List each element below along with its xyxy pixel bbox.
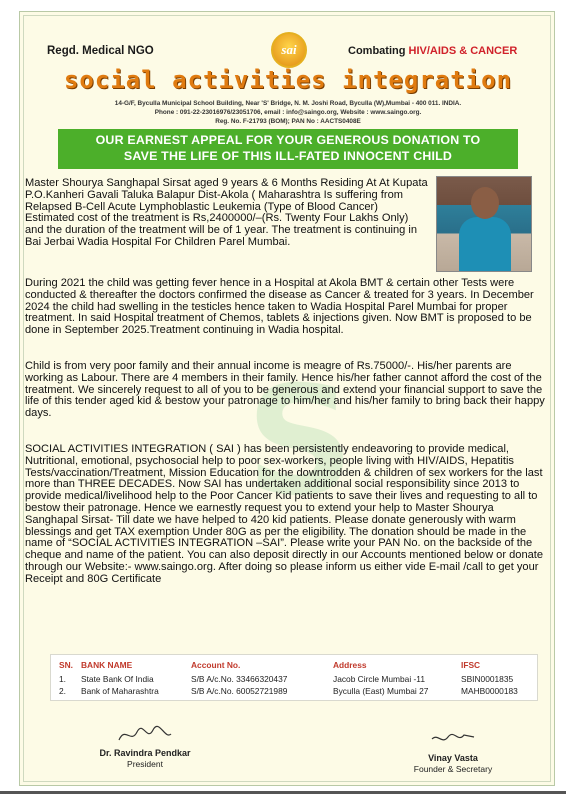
cell-ifsc: SBIN0001835 (461, 674, 514, 684)
bottom-rule (0, 791, 566, 794)
regd-label: Regd. Medical NGO (47, 45, 154, 57)
logo-text: sai (281, 42, 297, 57)
cell-account: S/B A/c.No. 33466320437 (191, 674, 288, 684)
combating-prefix: Combating (348, 45, 409, 57)
cell-bank-name: Bank of Maharashtra (81, 686, 159, 696)
org-name: social activities integration (63, 66, 513, 94)
appeal-line-1: OUR EARNEST APPEAL FOR YOUR GENEROUS DONATION TO (95, 133, 481, 147)
family-situation-paragraph: Child is from very poor family and their annual income is meagre of Rs.75000/-. His/her parents are working as Labour. There are 4 members in their family. Hence his/her father cannot afford the cost of the treatment. We sincerely request to all of you to be generous and extend your financial support to save the life of this tender aged kid & bestow your patronage to him/her and his/her family to bring back their happy days. (25, 360, 545, 420)
bank-details-table (50, 654, 538, 701)
patient-details-paragraph: Master Shourya Sanghapal Sirsat aged 9 years & 6 Months Residing At At Kupata P.O.Kanheri Gavali Taluka Balapur Dist-Akola ( Maharashtra Is suffering from Relapsed B-Cell Acute Lymphoblastic Leukemia (Type of Blood Cancer) Estimated cost of the treatment is Rs,2400000/–(Rs. Twenty Four Lakhs Only) and the duration of the treatment will be of 1 year. The treatment is continuing in Bai Jerbai Wadia Hospital For Children Parel Mumbai. (25, 177, 428, 248)
photo-shirt (459, 217, 511, 272)
president-signature (80, 724, 210, 748)
cell-account: S/B A/c.No. 60052721989 (191, 686, 288, 696)
appeal-banner (58, 129, 518, 169)
president-signature-block (80, 724, 210, 769)
secretary-name: Vinay Vasta (428, 753, 478, 763)
cell-address: Jacob Circle Mumbai -11 (333, 674, 426, 684)
patient-photo (436, 176, 532, 272)
col-account: Account No. (191, 660, 241, 670)
cell-sn: 1. (59, 674, 66, 684)
org-address: 14-G/F, Byculla Municipal School Building, Near 'S' Bridge, N. M. Joshi Road, Byculla (W),Mumbai - 400 011. INDIA. (114, 100, 462, 107)
cell-bank-name: State Bank Of India (81, 674, 154, 684)
col-address: Address (333, 660, 367, 670)
table-row (57, 685, 531, 697)
appeal-document (19, 11, 555, 786)
cell-ifsc: MAHB0000183 (461, 686, 518, 696)
sai-logo-icon (271, 32, 307, 68)
medical-history-paragraph: During 2021 the child was getting fever hence in a Hospital at Akola BMT & certain other Tests were conducted & thereafter the doctors confirmed the disease as Cancer & treated for 3 years. In December 2024 the child had swelling in the testicles hence taken to Wadia Hospital Parel Mumbai for proper treatment. In said Hospital treatment of Chemos, tablets & injections given. Now BMT is proposed to be done in September 2025.Treatment continuing in Wadia hospital. (25, 277, 534, 337)
table-header-row (57, 659, 531, 673)
org-contact: Phone : 091-22-23016976/23051706, email : info@saingo.org, Website : www.saingo.org. (154, 109, 422, 116)
organization-appeal-paragraph: SOCIAL ACTIVITIES INTEGRATION ( SAI ) has been persistently endeavoring to provide medical, Nutritional, emotional, psychosocial help to poor sex-workers, people living with HIV/AIDS, Hepatitis Tests/vaccination/Treatment, Mission Education for the downtrodden & children of sex workers for the last more than THREE DECADES. Now SAI has undertaken additional social responsibility since 2013 to provide medical/livelihood help to the Poor Cancer Kid patients to save their lives and requesting to all to bestow their patronage. Hence we earnestly request you to extend your help to Master Shourya Sanghapal Sirsat- Till date we have helped to 420 kid patients. Please donate generously with warm blessings and get TAX exemption Under 80G as per the eligibility. The donation should be made in the name of “SOCIAL ACTIVITIES INTEGRATION –SAI”. Please write your PAN No. on the backside of the cheque and name of the patient. You can also deposit directly in our Accounts mentioned below or donate through our Website:- www.saingo.org. After doing so please inform us either vide E-mail /call to get your Receipt and 80G Certificate (25, 443, 544, 585)
org-registration: Reg. No. F-21793 (BOM); PAN No : AACTS0408E (215, 118, 361, 125)
org-address-block (20, 99, 556, 126)
photo-face (471, 187, 499, 219)
cell-address: Byculla (East) Mumbai 27 (333, 686, 429, 696)
president-name: Dr. Ravindra Pendkar (99, 748, 191, 758)
combating-label (348, 45, 517, 57)
president-role: President (127, 759, 163, 769)
col-ifsc: IFSC (461, 660, 481, 670)
secretary-signature-block (398, 729, 508, 774)
appeal-line-2: SAVE THE LIFE OF THIS ILL-FATED INNOCENT CHILD (123, 148, 453, 163)
table-row (57, 673, 531, 685)
secretary-role: Founder & Secretary (413, 764, 493, 774)
combating-causes: HIV/AIDS & CANCER (408, 45, 518, 57)
col-sn: SN. (59, 660, 73, 670)
col-bank-name: BANK NAME (81, 660, 133, 670)
signature-scribble-icon (115, 724, 175, 746)
secretary-signature (398, 729, 508, 753)
signature-scribble-icon (428, 729, 478, 749)
cell-sn: 2. (59, 686, 66, 696)
sai-watermark-icon: S (245, 355, 355, 529)
